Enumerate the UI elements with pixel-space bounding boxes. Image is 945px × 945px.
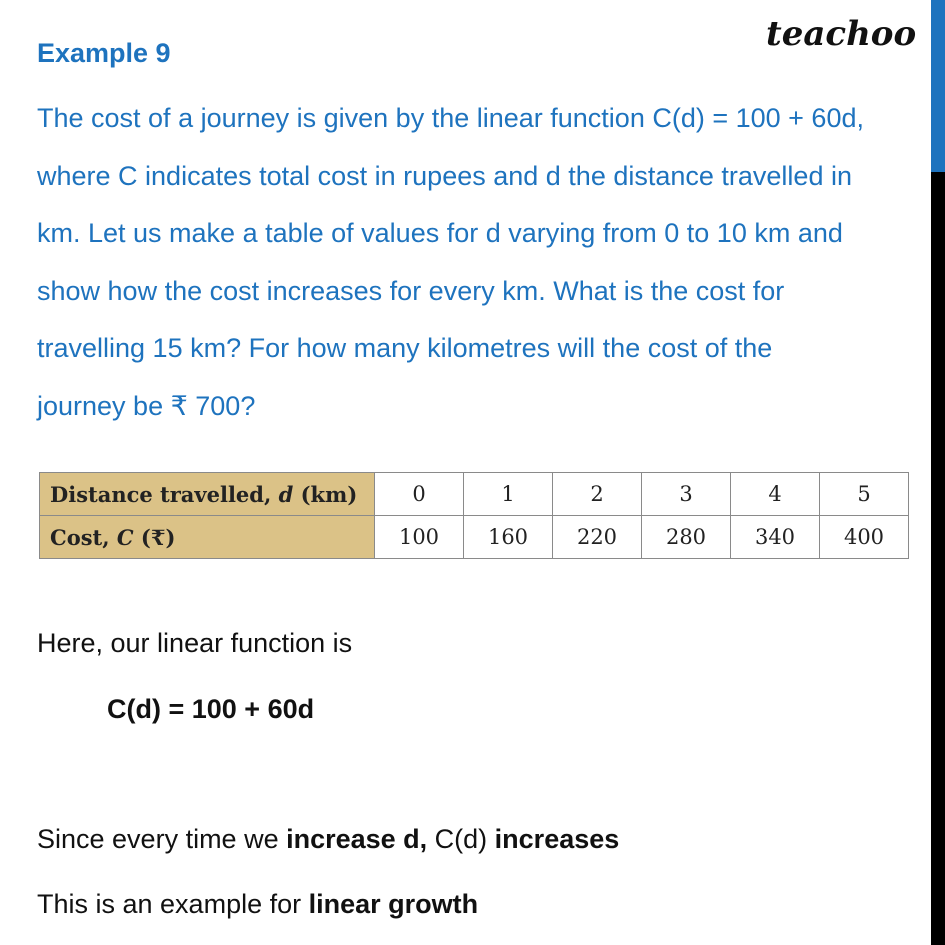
conclusion-text: This is an example for	[37, 889, 309, 919]
cost-cell: 340	[731, 516, 820, 559]
conclusion-emphasis: linear growth	[308, 889, 479, 919]
row-header-variable: d	[278, 481, 294, 507]
distance-cost-table	[39, 472, 909, 559]
distance-cell: 0	[375, 473, 464, 516]
cost-cell: 160	[464, 516, 553, 559]
problem-line: show how the cost increases for every km. What is the cost for	[37, 275, 785, 306]
solution-observation	[37, 824, 619, 855]
distance-cell: 1	[464, 473, 553, 516]
row-header-distance	[40, 473, 375, 516]
teachoo-logo: teachoo	[766, 14, 917, 54]
observation-text: C(d)	[427, 824, 495, 854]
problem-line: travelling 15 km? For how many kilometres will the cost of the	[37, 333, 773, 364]
scrollbar[interactable]	[931, 0, 945, 945]
distance-cell: 5	[820, 473, 909, 516]
problem-line: journey be ₹ 700?	[37, 390, 256, 421]
row-header-variable: C	[116, 524, 134, 550]
linear-function-formula: C(d) = 100 + 60d	[107, 694, 315, 724]
observation-text: Since every time we	[37, 824, 287, 854]
row-header-text: Distance travelled,	[50, 481, 279, 507]
distance-cell: 4	[731, 473, 820, 516]
table-row-distance	[40, 473, 909, 516]
problem-line: where C indicates total cost in rupees and d the distance travelled in	[37, 160, 852, 191]
distance-cell: 3	[642, 473, 731, 516]
cost-cell: 220	[553, 516, 642, 559]
table-row-cost	[40, 516, 909, 559]
cost-cell: 280	[642, 516, 731, 559]
observation-emphasis: increase d,	[286, 824, 428, 854]
problem-line: km. Let us make a table of values for d varying from 0 to 10 km and	[37, 218, 843, 249]
row-header-unit: (km)	[293, 481, 358, 507]
observation-emphasis: increases	[494, 824, 620, 854]
solution-intro: Here, our linear function is	[37, 628, 353, 658]
cost-cell: 100	[375, 516, 464, 559]
row-header-cost	[40, 516, 375, 559]
solution-conclusion	[37, 889, 478, 920]
row-header-unit: (₹)	[133, 524, 176, 550]
example-title: Example 9	[37, 38, 171, 68]
scrollbar-thumb[interactable]	[931, 0, 945, 172]
problem-line: The cost of a journey is given by the linear function C(d) = 100 + 60d,	[37, 103, 864, 133]
problem-statement	[37, 90, 927, 436]
row-header-text: Cost,	[50, 524, 117, 550]
cost-cell: 400	[820, 516, 909, 559]
distance-cell: 2	[553, 473, 642, 516]
